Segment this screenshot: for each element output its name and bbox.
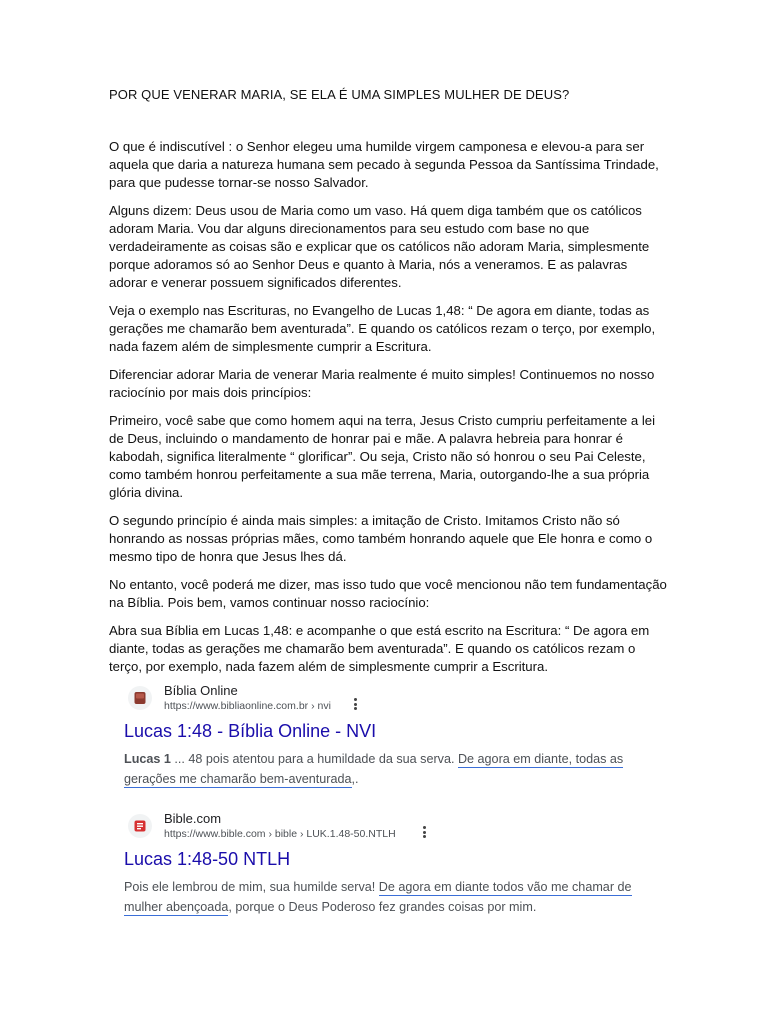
search-result-bible-com	[124, 810, 664, 917]
paragraph: Veja o exemplo nas Escrituras, no Evangelho de Lucas 1,48: “ De agora em diante, todas as gerações me chamarão bem aventurada”. E quando os católicos rezam o terço, por exemplo, nada fazem além de simplesmente cumprir a Escritura.	[109, 303, 656, 354]
paragraph: Abra sua Bíblia em Lucas 1,48: e acompanhe o que está escrito na Escritura: “ De agora em diante, todas as gerações me chamarão bem aventurada”. E quando os católicos rezam o terço, por exemplo, nada fazem além de simplesmente cumprir a Escritura.	[109, 623, 650, 674]
result-url: https://www.bibliaonline.com.br › nvi	[164, 700, 331, 712]
paragraph: O segundo princípio é ainda mais simples: a imitação de Cristo. Imitamos Cristo não só honrando as nossas próprias mães, como também honrando aquele que Ele honra e como o mesmo tipo de honra que Jesus lhes dá.	[109, 513, 653, 564]
result-site-name: Bíblia Online	[164, 683, 238, 698]
more-options-icon[interactable]	[350, 697, 360, 711]
paragraph: Diferenciar adorar Maria de venerar Maria realmente é muito simples! Continuemos no nosso raciocínio por mais dois princípios:	[109, 367, 655, 400]
snippet-highlight: De agora em diante todos vão me chamar de mulher abençoada	[124, 880, 632, 914]
result-site-row[interactable]	[124, 682, 664, 716]
snippet-text: ,.	[351, 772, 359, 786]
bible-app-icon	[128, 814, 152, 838]
paragraph: Alguns dizem: Deus usou de Maria como um vaso. Há quem diga também que os católicos adoram Maria. Vou dar alguns direcionamentos para seu estudo com base no que verdadeiramente as coisas são e explicar que os católicos não adoram Maria, simplesmente porque adoramos só ao Senhor Deus e quanto à Maria, nós a veneramos. E as palavras adorar e venerar possuem significados diferentes.	[109, 203, 650, 290]
bible-book-icon	[128, 686, 152, 710]
result-title-link[interactable]: Lucas 1:48 - Bíblia Online - NVI	[124, 721, 377, 741]
search-result-bibliaonline	[124, 682, 664, 789]
snippet-text: , porque o Deus Poderoso fez grandes coisas por mim.	[228, 900, 537, 914]
result-site-name: Bible.com	[164, 811, 222, 826]
more-options-icon[interactable]	[419, 825, 429, 839]
result-url: https://www.bible.com › bible › LUK.1.48-50.NTLH	[164, 828, 396, 840]
snippet-text: ... 48 pois atentou para a humildade da sua serva.	[170, 752, 458, 766]
document-body	[109, 138, 669, 686]
paragraph: No entanto, você poderá me dizer, mas isso tudo que você mencionou não tem fundamentação na Bíblia. Pois bem, vamos continuar nosso raciocínio:	[109, 577, 667, 610]
paragraph: Primeiro, você sabe que como homem aqui na terra, Jesus Cristo cumpriu perfeitamente a lei de Deus, incluindo o mandamento de honrar pai e mãe. A palavra hebreia para honrar é kabodah, significa literalmente “ glorificar”. Ou seja, Cristo não só honrou o seu Pai Celeste, como também honrou perfeitamente a sua mãe terrena, Maria, outorgando-lhe a sua própria glória divina.	[109, 413, 656, 500]
paragraph: O que é indiscutível : o Senhor elegeu uma humilde virgem camponesa e elevou-a para ser aquela que daria a natureza humana sem pecado à segunda Pessoa da Santíssima Trindade, para que pudesse tornar-se nosso Salvador.	[109, 139, 659, 190]
result-site-row[interactable]	[124, 810, 664, 844]
result-snippet	[124, 877, 654, 917]
result-title-link[interactable]: Lucas 1:48-50 NTLH	[124, 849, 291, 869]
snippet-highlight: De agora em diante, todas as gerações me chamarão bem-aventurada	[124, 752, 624, 786]
snippet-text: Pois ele lembrou de mim, sua humilde serva!	[124, 880, 379, 894]
snippet-bold: Lucas 1	[124, 752, 171, 766]
document-title: POR QUE VENERAR MARIA, SE ELA É UMA SIMPLES MULHER DE DEUS?	[109, 87, 570, 102]
result-snippet	[124, 749, 654, 789]
